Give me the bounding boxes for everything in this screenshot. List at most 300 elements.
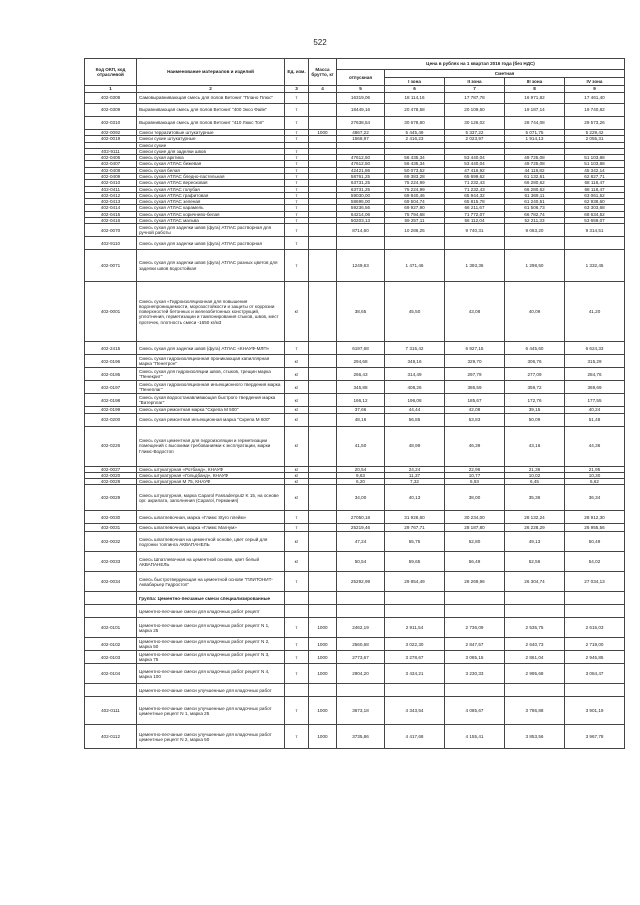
cell-release-price: 166,12 <box>337 394 385 407</box>
cell-zone3-price: 66 782,74 <box>505 211 565 217</box>
cell-code: 402-0103 <box>85 651 137 664</box>
cell-zone2-price: 56,49 <box>445 552 505 572</box>
column-numbers-row <box>85 86 625 93</box>
cell-zone3-price: 3 786,88 <box>505 697 565 725</box>
cell-zone3-price: 21,36 <box>505 466 565 472</box>
cell-unit: т <box>285 104 309 117</box>
table-row <box>85 725 625 749</box>
cell-code: 402-0410 <box>85 180 137 186</box>
cell-zone4-price: 68 118,47 <box>565 180 625 186</box>
cell-code: 402-0406 <box>85 155 137 161</box>
cell-code <box>85 592 137 605</box>
cell-zone1-price: 69 504,74 <box>385 199 445 205</box>
cell-unit: кг <box>285 381 309 394</box>
cell-name: Цементно-песчаные смеси для кладочных работ рецепт N 2, марка 50 <box>137 638 285 651</box>
cell-unit: т <box>285 173 309 179</box>
cell-zone4-price <box>565 684 625 697</box>
cell-unit: т <box>285 250 309 282</box>
cell-release-price: 41,50 <box>337 426 385 466</box>
cell-zone3-price: 26 304,74 <box>505 572 565 592</box>
cell-zone2-price: 46,39 <box>445 426 505 466</box>
cell-mass: 1000 <box>309 130 337 136</box>
cell-zone3-price: 50,09 <box>505 413 565 426</box>
table-row <box>85 426 625 466</box>
cell-zone4-price: 10,30 <box>565 472 625 478</box>
cell-code: 402-0032 <box>85 532 137 552</box>
cell-zone4-price: 6 624,33 <box>565 342 625 355</box>
cell-name: Группа: Цементно-песчаные смеси специализированные <box>137 592 285 605</box>
table-row <box>85 394 625 407</box>
cell-zone2-price: 47 416,92 <box>445 167 505 173</box>
cell-zone3-price <box>505 237 565 250</box>
cell-name: Цементно-песчаные смеси улучшенные для кладочных работ цементные рецепт N 1, марка 25 <box>137 697 285 725</box>
table-row <box>85 651 625 664</box>
cell-zone3-price <box>505 605 565 618</box>
cell-release-price: 48,16 <box>337 413 385 426</box>
cell-zone3-price: 9 063,20 <box>505 224 565 237</box>
cell-zone2-price: 22,96 <box>445 466 505 472</box>
cell-release-price: 3673,18 <box>337 697 385 725</box>
table-body <box>85 93 625 749</box>
cell-zone2-price: 386,59 <box>445 381 505 394</box>
cell-unit: т <box>285 651 309 664</box>
cell-zone2-price: 53 440,04 <box>445 155 505 161</box>
table-row <box>85 173 625 179</box>
price-table <box>84 58 625 749</box>
cell-mass <box>309 368 337 381</box>
cell-mass <box>309 93 337 104</box>
cell-zone1-price: 7,32 <box>385 479 445 485</box>
cell-zone1-price: 40,13 <box>385 485 445 511</box>
cell-zone1-price: 7 315,42 <box>385 342 445 355</box>
cell-code: 402-0029 <box>85 485 137 511</box>
cell-name: Смесь сухая для заделки швов (фуга) АТЛАС растворная для ручной работы <box>137 224 285 237</box>
cell-unit: кг <box>285 485 309 511</box>
cell-mass: 1000 <box>309 638 337 651</box>
cell-unit: кг <box>285 407 309 413</box>
cell-code: 402-0414 <box>85 205 137 211</box>
cell-name: Смесь сухая АТЛАС вересковая <box>137 180 285 186</box>
cell-zone2-price: 2 023,97 <box>445 136 505 142</box>
cell-name: Смесь сухая ремонтная марка "Скрепа М 500" <box>137 407 285 413</box>
column-number: 1 <box>85 86 137 93</box>
cell-code: 402-0001 <box>85 282 137 342</box>
cell-zone2-price: 30 126,02 <box>445 117 505 130</box>
cell-zone3-price: 306,76 <box>505 355 565 368</box>
table-row <box>85 664 625 684</box>
cell-release-price <box>337 237 385 250</box>
cell-release-price: 9,63 <box>337 472 385 478</box>
column-number: 4 <box>309 86 337 93</box>
table-row <box>85 368 625 381</box>
column-number: 8 <box>505 86 565 93</box>
cell-zone2-price: 9 740,31 <box>445 224 505 237</box>
cell-zone4-price: 2 719,00 <box>565 638 625 651</box>
table-row <box>85 192 625 198</box>
cell-mass <box>309 552 337 572</box>
cell-code: 402-0197 <box>85 381 137 394</box>
cell-zone2-price: 1 393,36 <box>445 250 505 282</box>
cell-code: 402-0112 <box>85 725 137 749</box>
cell-zone1-price: 29 767,71 <box>385 524 445 532</box>
cell-unit: т <box>285 664 309 684</box>
cell-mass <box>309 592 337 605</box>
cell-release-price: 2462,19 <box>337 618 385 638</box>
cell-mass <box>309 250 337 282</box>
cell-zone4-price: 44,36 <box>565 426 625 466</box>
cell-code: 402-0195 <box>85 368 137 381</box>
cell-zone4-price: 62 827,71 <box>565 173 625 179</box>
cell-code: 402-0101 <box>85 618 137 638</box>
cell-zone4-price: 6,62 <box>565 479 625 485</box>
cell-zone2-price: 53 440,04 <box>445 161 505 167</box>
cell-code: 402-0027 <box>85 466 137 472</box>
cell-zone4-price: 40,24 <box>565 407 625 413</box>
cell-code: 402-0070 <box>85 224 137 237</box>
header-name: Наименование материалов и изделий <box>137 59 285 86</box>
cell-release-price: 27050,18 <box>337 511 385 524</box>
cell-zone1-price: 75 224,99 <box>385 180 445 186</box>
table-row <box>85 155 625 161</box>
cell-zone3-price: 61 369,11 <box>505 192 565 198</box>
cell-zone3-price: 2 995,68 <box>505 664 565 684</box>
cell-name: Смесь сухая АТЛАС карамель <box>137 205 285 211</box>
cell-zone4-price: 3 084,47 <box>565 664 625 684</box>
cell-code <box>85 684 137 697</box>
cell-release-price: 18449,16 <box>337 104 385 117</box>
cell-name: Смесь сухая ремонтная инъекционная марка "Скрепа М 600" <box>137 413 285 426</box>
cell-zone4-price: 3 967,78 <box>565 725 625 749</box>
cell-mass: 1000 <box>309 725 337 749</box>
cell-unit: кг <box>285 552 309 572</box>
table-row <box>85 180 625 186</box>
cell-code: 402-0408 <box>85 167 137 173</box>
cell-zone3-price: 61 132,61 <box>505 173 565 179</box>
cell-release-price: 47612,50 <box>337 161 385 167</box>
cell-mass <box>309 237 337 250</box>
cell-zone1-price: 50 073,52 <box>385 167 445 173</box>
cell-code: 402-0196 <box>85 355 137 368</box>
cell-unit: кг <box>285 413 309 426</box>
cell-release-price: 294,68 <box>337 355 385 368</box>
cell-zone1-price <box>385 684 445 697</box>
cell-zone1-price: 196,08 <box>385 394 445 407</box>
cell-release-price: 20,54 <box>337 466 385 472</box>
cell-zone4-price: 28 912,30 <box>565 511 625 524</box>
table-row <box>85 552 625 572</box>
cell-mass <box>309 282 337 342</box>
cell-code: 402-0031 <box>85 524 137 532</box>
cell-name: Смесь сухая арктика <box>137 155 285 161</box>
cell-name: Цементно-песчаные смеси для кладочных работ рецепт N 3, марка 75 <box>137 651 285 664</box>
cell-code: 402-2415 <box>85 342 137 355</box>
cell-zone2-price: 65 815,78 <box>445 199 505 205</box>
table-row <box>85 199 625 205</box>
cell-zone1-price: 348,16 <box>385 355 445 368</box>
cell-zone1-price: 59,65 <box>385 552 445 572</box>
table-row <box>85 342 625 355</box>
cell-code: 402-0200 <box>85 413 137 426</box>
cell-zone2-price: 185,67 <box>445 394 505 407</box>
page-number: 522 <box>313 38 327 47</box>
cell-mass: 1000 <box>309 664 337 684</box>
cell-unit: кг <box>285 394 309 407</box>
cell-zone4-price: 29 573,26 <box>565 117 625 130</box>
cell-release-price <box>337 684 385 697</box>
cell-zone3-price: 1 914,13 <box>505 136 565 142</box>
cell-name: Самовыравнивающая смесь для полов Ветонит "Плано Плюс" <box>137 93 285 104</box>
cell-mass: 1000 <box>309 651 337 664</box>
cell-zone1-price: 48,99 <box>385 426 445 466</box>
cell-zone1-price <box>385 592 445 605</box>
cell-release-price: 50203,13 <box>337 217 385 223</box>
cell-zone4-price: 41,20 <box>565 282 625 342</box>
cell-code: 402-0092 <box>85 130 137 136</box>
cell-zone2-price: 4 155,41 <box>445 725 505 749</box>
cell-name: Цементно-песчаные смеси для кладочных работ рецепт N 1, марка 25 <box>137 618 285 638</box>
cell-zone1-price: 314,49 <box>385 368 445 381</box>
header-zone2: II зона <box>445 78 505 86</box>
cell-mass <box>309 224 337 237</box>
cell-name: Смесь Шпатлевочная на цементной основе, цвет белый АКВАПАНЕЛЬ <box>137 552 285 572</box>
cell-unit: кг <box>285 282 309 342</box>
cell-zone1-price: 3 278,67 <box>385 651 445 664</box>
table-row <box>85 592 625 605</box>
cell-zone3-price: 66 280,62 <box>505 180 565 186</box>
cell-release-price: 16319,06 <box>337 93 385 104</box>
cell-zone3-price <box>505 592 565 605</box>
cell-zone3-price: 5 071,75 <box>505 130 565 136</box>
cell-zone1-price: 2 416,23 <box>385 136 445 142</box>
cell-release-price: 37,66 <box>337 407 385 413</box>
cell-zone3-price: 52,56 <box>505 552 565 572</box>
cell-code: 402-0033 <box>85 552 137 572</box>
cell-zone2-price: 3 230,33 <box>445 664 505 684</box>
cell-name: Смеси сухие <box>137 142 285 148</box>
cell-unit: т <box>285 524 309 532</box>
cell-release-price: 8714,60 <box>337 224 385 237</box>
cell-zone2-price <box>445 592 505 605</box>
cell-unit: кг <box>285 355 309 368</box>
cell-zone2-price: 38,00 <box>445 485 505 511</box>
cell-unit: т <box>285 155 309 161</box>
cell-zone4-price: 63 061,52 <box>565 192 625 198</box>
cell-zone2-price: 66 211,67 <box>445 205 505 211</box>
cell-zone3-price: 44 118,82 <box>505 167 565 173</box>
cell-unit: т <box>285 205 309 211</box>
cell-zone2-price: 6 927,15 <box>445 342 505 355</box>
cell-zone4-price: 369,69 <box>565 381 625 394</box>
table-row <box>85 618 625 638</box>
cell-name: Смесь сухая гидроизоляционная проникающая капиллярная марка "Пенетрон" <box>137 355 285 368</box>
cell-release-price: 47612,50 <box>337 155 385 161</box>
table-row <box>85 237 625 250</box>
cell-zone2-price: 17 787,78 <box>445 93 505 104</box>
cell-name: Выравнивающая смесь для полов Ветонит "400 Эксо Файн" <box>137 104 285 117</box>
cell-zone1-price <box>385 237 445 250</box>
cell-zone1-price: 56 435,34 <box>385 155 445 161</box>
cell-code: 402-0407 <box>85 161 137 167</box>
cell-name: Смесь сухая для заделки швов (фуга) АТЛАС растворная <box>137 237 285 250</box>
cell-zone4-price: 62 938,60 <box>565 199 625 205</box>
cell-unit: т <box>285 117 309 130</box>
cell-zone2-price: 2 736,09 <box>445 618 505 638</box>
cell-zone1-price: 69 383,28 <box>385 173 445 179</box>
cell-unit: т <box>285 618 309 638</box>
cell-code <box>85 605 137 618</box>
cell-code: 402-0102 <box>85 638 137 651</box>
cell-name: Цементно-песчаные смеси улучшенные для кладочных работ <box>137 684 285 697</box>
cell-zone3-price: 52 211,33 <box>505 217 565 223</box>
cell-name: Смесь штукатурная «Гольдбанд», КНАУФ <box>137 472 285 478</box>
cell-name: Смесь сухая АТЛАС бледно-пастельная <box>137 173 285 179</box>
cell-code: 402-0019 <box>85 136 137 142</box>
cell-zone1-price: 75 224,99 <box>385 186 445 192</box>
cell-release-price: 42421,86 <box>337 167 385 173</box>
table-row <box>85 413 625 426</box>
cell-mass <box>309 572 337 592</box>
cell-release-price: 59236,56 <box>337 205 385 211</box>
table-row <box>85 117 625 130</box>
cell-release-price: 266,43 <box>337 368 385 381</box>
cell-unit: т <box>285 192 309 198</box>
cell-code: 402-0310 <box>85 117 137 130</box>
cell-name: Цементно-песчаные смеси для кладочных работ рецепт N 4, марка 100 <box>137 664 285 684</box>
cell-zone2-price: 56 112,04 <box>445 217 505 223</box>
cell-zone4-price: 50,49 <box>565 532 625 552</box>
cell-zone3-price: 1 298,50 <box>505 250 565 282</box>
cell-unit: т <box>285 148 309 154</box>
cell-unit <box>285 592 309 605</box>
table-row <box>85 224 625 237</box>
cell-zone1-price: 69 927,90 <box>385 205 445 211</box>
cell-name: Смесь сухая белая <box>137 167 285 173</box>
cell-zone1-price: 1 471,46 <box>385 250 445 282</box>
header-code: Код ОКП, код отраслевой <box>85 59 137 86</box>
cell-name: Смесь сухая для заделки швов (фуга) АТЛАС «КНАУФ-МЛП» <box>137 342 285 355</box>
cell-zone2-price: 4 085,67 <box>445 697 505 725</box>
cell-zone2-price: 329,70 <box>445 355 505 368</box>
cell-mass <box>309 342 337 355</box>
cell-code: 402-9110 <box>85 237 137 250</box>
table-row <box>85 684 625 697</box>
cell-code: 402-0226 <box>85 426 137 466</box>
cell-code: 402-0409 <box>85 173 137 179</box>
cell-zone1-price: 44,44 <box>385 407 445 413</box>
table-row <box>85 167 625 173</box>
cell-zone3-price: 277,09 <box>505 368 565 381</box>
table-row <box>85 524 625 532</box>
cell-release-price <box>337 605 385 618</box>
cell-zone1-price: 30 678,80 <box>385 117 445 130</box>
cell-release-price: 58761,25 <box>337 173 385 179</box>
cell-zone1-price: 75 794,68 <box>385 211 445 217</box>
cell-zone4-price: 51 103,88 <box>565 155 625 161</box>
cell-release-price: 63731,25 <box>337 180 385 186</box>
cell-zone4-price: 1 332,45 <box>565 250 625 282</box>
cell-zone1-price: 11,37 <box>385 472 445 478</box>
header-estimate: Сметная <box>385 70 625 78</box>
cell-name: Выравнивающая смесь для полов Ветонит "410 Люкс Топ" <box>137 117 285 130</box>
cell-zone1-price: 24,24 <box>385 466 445 472</box>
cell-zone4-price: 26 955,56 <box>565 524 625 532</box>
cell-release-price: 4867,22 <box>337 130 385 136</box>
cell-unit: кг <box>285 466 309 472</box>
cell-code: 402-0020 <box>85 472 137 478</box>
column-number: 3 <box>285 86 309 93</box>
cell-zone4-price: 68 634,52 <box>565 211 625 217</box>
cell-zone4-price <box>565 237 625 250</box>
table-row <box>85 205 625 211</box>
cell-code: 402-9111 <box>85 148 137 154</box>
cell-zone3-price: 43,16 <box>505 426 565 466</box>
cell-zone3-price: 2 535,75 <box>505 618 565 638</box>
cell-zone3-price: 49 725,08 <box>505 161 565 167</box>
cell-zone1-price: 3 022,30 <box>385 638 445 651</box>
cell-release-price: 25292,99 <box>337 572 385 592</box>
cell-zone4-price: 284,76 <box>565 368 625 381</box>
cell-unit: кг <box>285 479 309 485</box>
cell-zone2-price: 20 109,60 <box>445 104 505 117</box>
header-mass: Масса брутто, кг <box>309 59 337 86</box>
cell-release-price: 6,20 <box>337 479 385 485</box>
cell-zone1-price: 29 854,49 <box>385 572 445 592</box>
cell-release-price: 38,65 <box>337 282 385 342</box>
column-number: 7 <box>445 86 505 93</box>
cell-zone4-price: 9 314,51 <box>565 224 625 237</box>
cell-mass <box>309 426 337 466</box>
cell-zone4-price: 21,95 <box>565 466 625 472</box>
cell-name: Смесь сухая АТЛАС бежевая <box>137 161 285 167</box>
cell-zone3-price: 19 187,14 <box>505 104 565 117</box>
cell-unit: кг <box>285 472 309 478</box>
cell-code: 402-0034 <box>85 572 137 592</box>
cell-name: Смесь сухая «Гидроизоляционная для повышения водонепроницаемости, морозостойкости и защиты от коррозии поверхностей бетонных и железобетонных конструкций, уплотнения, герметизации и тампонирования стыков, швов, мест протечек, плотность смеси -1650 кг/м3 <box>137 282 285 342</box>
cell-zone4-price: 3 901,19 <box>565 697 625 725</box>
cell-zone2-price: 5 337,22 <box>445 130 505 136</box>
cell-unit <box>285 605 309 618</box>
cell-release-price: 47,24 <box>337 532 385 552</box>
cell-zone3-price: 28 744,08 <box>505 117 565 130</box>
cell-zone2-price: 10,77 <box>445 472 505 478</box>
cell-unit: т <box>285 130 309 136</box>
cell-unit: т <box>285 697 309 725</box>
cell-name: Смесь сухая АТЛАС графитовая <box>137 192 285 198</box>
cell-zone1-price: 69 840,46 <box>385 192 445 198</box>
cell-release-price: 58695,00 <box>337 199 385 205</box>
cell-zone4-price: 27 034,13 <box>565 572 625 592</box>
cell-zone2-price: 52,80 <box>445 532 505 552</box>
cell-zone2-price: 297,79 <box>445 368 505 381</box>
cell-zone3-price: 49 725,08 <box>505 155 565 161</box>
column-number: 6 <box>385 86 445 93</box>
cell-code: 402-0111 <box>85 697 137 725</box>
cell-mass <box>309 117 337 130</box>
cell-release-price: 1568,97 <box>337 136 385 142</box>
table-row <box>85 104 625 117</box>
cell-mass <box>309 524 337 532</box>
cell-zone4-price: 19 740,82 <box>565 104 625 117</box>
cell-mass <box>309 413 337 426</box>
header-zone3: III зона <box>505 78 565 86</box>
cell-name: Смеси сухие штукатурные <box>137 136 285 142</box>
table-row <box>85 250 625 282</box>
cell-zone3-price: 26 228,29 <box>505 524 565 532</box>
cell-release-price: 59030,00 <box>337 192 385 198</box>
table-row <box>85 211 625 217</box>
cell-mass <box>309 511 337 524</box>
cell-unit: т <box>285 342 309 355</box>
